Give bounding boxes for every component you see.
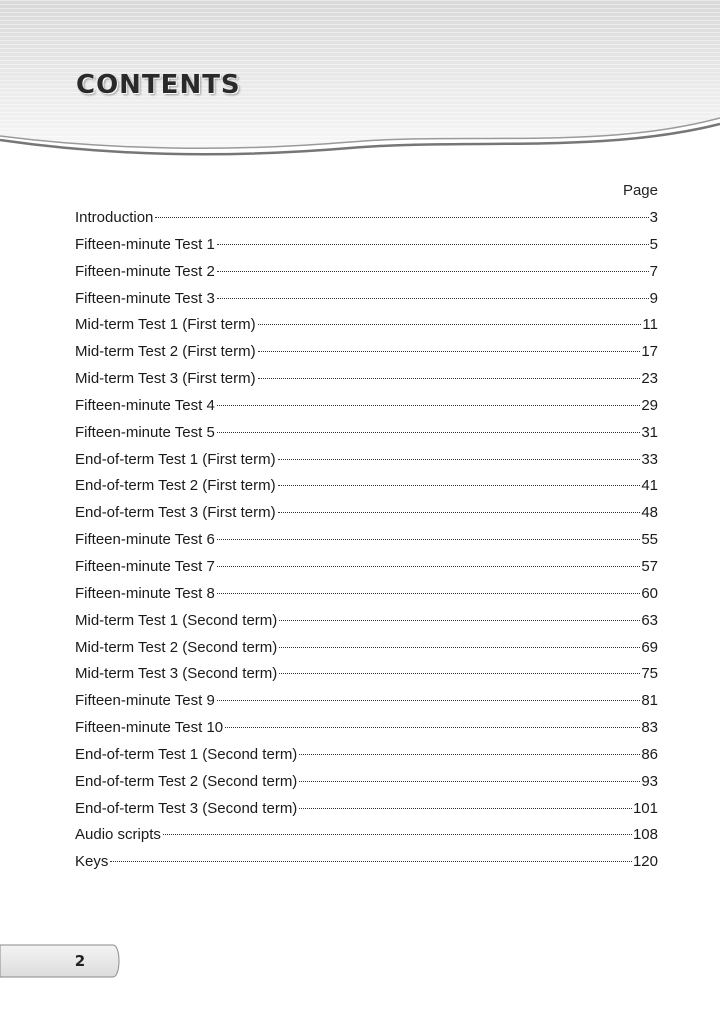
toc-entry-page: 9 [649,289,658,307]
toc-entry-page: 41 [641,477,658,495]
toc-entry[interactable] [75,366,658,393]
toc-dot-leader [278,512,641,513]
toc-dot-leader [258,378,641,379]
toc-entry-label: End-of-term Test 1 (First term) [75,450,276,468]
toc-entry-label: Mid-term Test 1 (First term) [75,316,256,334]
toc-entry[interactable] [75,849,658,876]
toc-dot-leader [217,298,649,299]
page-number: 2 [74,952,86,970]
toc-entry[interactable] [75,420,658,447]
toc-entry-label: End-of-term Test 2 (Second term) [75,772,298,790]
toc-entry-label: Fifteen-minute Test 8 [75,584,215,602]
toc-entry[interactable] [75,473,658,500]
page-tab-shape [0,944,125,978]
toc-entry[interactable] [75,500,658,527]
toc-entry-page: 23 [641,370,658,388]
toc-dot-leader [279,673,640,674]
toc-entry-label: Mid-term Test 3 (Second term) [75,665,278,683]
toc-entry[interactable] [75,205,658,232]
toc-entry-label: Mid-term Test 2 (Second term) [75,638,278,656]
page-number-tab [0,944,125,978]
toc-dot-leader [258,324,642,325]
toc-entry[interactable] [75,822,658,849]
toc-entry-page: 86 [641,745,658,763]
toc-entry-label: Fifteen-minute Test 9 [75,692,215,710]
table-of-contents [75,205,658,876]
toc-entry-label: Fifteen-minute Test 7 [75,557,215,575]
toc-entry-label: Fifteen-minute Test 5 [75,423,215,441]
toc-entry[interactable] [75,661,658,688]
toc-dot-leader [217,244,649,245]
toc-entry-label: Fifteen-minute Test 1 [75,235,215,253]
toc-entry-page: 108 [632,826,658,844]
toc-entry-label: Mid-term Test 1 (Second term) [75,611,278,629]
toc-entry-page: 63 [641,611,658,629]
toc-dot-leader [225,727,640,728]
toc-entry-label: Fifteen-minute Test 10 [75,719,224,737]
toc-entry-label: Fifteen-minute Test 3 [75,289,215,307]
toc-dot-leader [299,781,640,782]
toc-entry-page: 11 [642,316,658,334]
toc-dot-leader [299,808,632,809]
page-column-header: Page [622,182,658,199]
toc-entry[interactable] [75,608,658,635]
toc-entry[interactable] [75,769,658,796]
toc-dot-leader [217,700,641,701]
toc-dot-leader [155,217,648,218]
toc-entry-page: 33 [641,450,658,468]
toc-entry-page: 69 [641,638,658,656]
toc-entry-label: End-of-term Test 3 (Second term) [75,799,298,817]
toc-entry[interactable] [75,286,658,313]
toc-entry[interactable] [75,796,658,823]
toc-dot-leader [217,432,641,433]
toc-entry-page: 75 [641,665,658,683]
toc-entry-page: 81 [641,692,658,710]
toc-entry-label: End-of-term Test 3 (First term) [75,504,276,522]
toc-dot-leader [217,405,641,406]
toc-dot-leader [279,620,640,621]
toc-dot-leader [217,593,641,594]
toc-entry-page: 101 [632,799,658,817]
toc-entry[interactable] [75,581,658,608]
toc-dot-leader [217,539,641,540]
toc-entry-page: 83 [641,719,658,737]
page-title: CONTENTS [76,70,241,100]
toc-dot-leader [279,647,640,648]
toc-entry-label: End-of-term Test 1 (Second term) [75,745,298,763]
toc-entry[interactable] [75,527,658,554]
toc-entry[interactable] [75,312,658,339]
toc-entry-label: End-of-term Test 2 (First term) [75,477,276,495]
toc-dot-leader [258,351,641,352]
toc-dot-leader [110,861,632,862]
toc-entry-page: 17 [641,343,658,361]
toc-entry[interactable] [75,688,658,715]
toc-entry-page: 3 [649,209,658,226]
toc-dot-leader [217,566,641,567]
toc-entry-page: 48 [641,504,658,522]
toc-entry[interactable] [75,447,658,474]
toc-entry[interactable] [75,635,658,662]
toc-entry-page: 57 [641,557,658,575]
toc-entry-page: 60 [641,584,658,602]
toc-entry-label: Mid-term Test 3 (First term) [75,370,256,388]
toc-entry-label: Fifteen-minute Test 6 [75,531,215,549]
toc-entry-label: Keys [75,853,109,871]
toc-entry-label: Fifteen-minute Test 2 [75,262,215,280]
toc-entry-label: Introduction [75,209,154,226]
toc-entry[interactable] [75,554,658,581]
toc-entry-page: 29 [641,396,658,414]
toc-entry[interactable] [75,393,658,420]
toc-dot-leader [299,754,640,755]
toc-dot-leader [217,271,649,272]
toc-entry-label: Audio scripts [75,826,161,844]
toc-entry-label: Mid-term Test 2 (First term) [75,343,256,361]
toc-entry-page: 93 [641,772,658,790]
toc-entry[interactable] [75,715,658,742]
toc-entry-label: Fifteen-minute Test 4 [75,396,215,414]
toc-entry-page: 120 [632,853,658,871]
toc-entry-page: 5 [649,235,658,253]
toc-entry-page: 7 [649,262,658,280]
toc-entry-page: 55 [641,531,658,549]
toc-entry[interactable] [75,232,658,259]
toc-entry[interactable] [75,742,658,769]
toc-entry[interactable] [75,339,658,366]
toc-dot-leader [278,459,641,460]
toc-entry-page: 31 [641,423,658,441]
toc-entry[interactable] [75,259,658,286]
toc-dot-leader [163,834,632,835]
toc-dot-leader [278,485,641,486]
